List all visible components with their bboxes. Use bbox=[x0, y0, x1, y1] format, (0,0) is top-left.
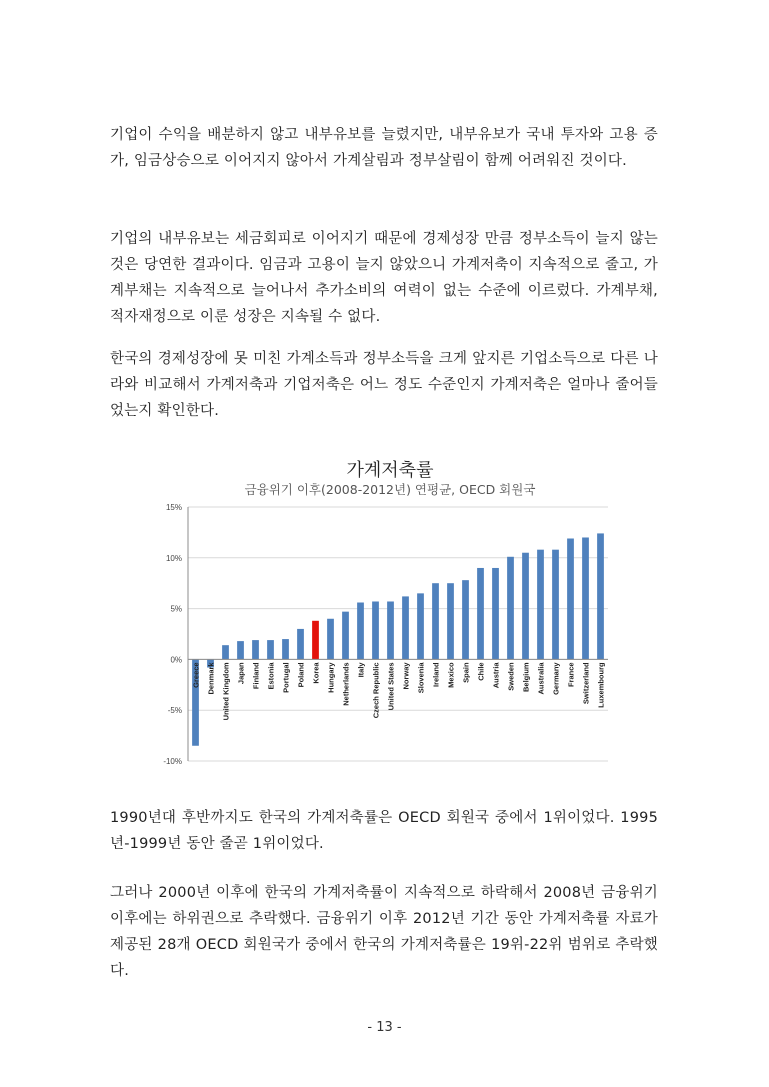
y-tick-label: -5% bbox=[167, 706, 182, 716]
bar-slovenia bbox=[417, 593, 424, 659]
chart-title: 가계저축률 bbox=[346, 460, 434, 481]
category-label: Netherlands bbox=[341, 662, 351, 706]
category-label: Norway bbox=[401, 662, 411, 690]
bar-netherlands bbox=[342, 612, 349, 660]
y-tick-label: 10% bbox=[165, 553, 182, 563]
bar-norway bbox=[402, 596, 409, 659]
y-tick-label: -10% bbox=[163, 757, 182, 766]
category-label: Spain bbox=[461, 662, 471, 683]
bar-japan bbox=[237, 641, 244, 659]
category-label: Hungary bbox=[326, 662, 336, 693]
bar-finland bbox=[252, 640, 259, 659]
category-label: Slovenia bbox=[416, 662, 426, 694]
y-tick-label: 5% bbox=[170, 604, 182, 614]
bar-spain bbox=[462, 580, 469, 659]
category-label: Denmark bbox=[206, 662, 216, 695]
category-label: United States bbox=[386, 662, 396, 711]
bar-luxembourg bbox=[597, 533, 604, 659]
paragraph-4: 1990년대 후반까지도 한국의 가계저축률은 OECD 회원국 중에서 1위이었다. 1995년-1999년 동안 줄곧 1위이었다. bbox=[110, 810, 658, 852]
bar-belgium bbox=[522, 553, 529, 660]
category-label: Austria bbox=[491, 662, 501, 689]
bar-portugal bbox=[282, 639, 289, 659]
y-tick-label: 0% bbox=[170, 655, 182, 665]
paragraph-2: 기업의 내부유보는 세금회피로 이어지기 때문에 경제성장 만큼 정부소득이 늘지 않는 것은 당연한 결과이다. 임금과 고용이 늘지 않았으니 가계저축이 지속적으로 줄고, 가계부채는 지속적으로 늘어나서 추가소비의 여력이 없는 수준에 이르렀다. 가계부채, 적자재정으로 이룬 성장은 지속될 수 없다. bbox=[110, 231, 658, 325]
category-label: United Kingdom bbox=[221, 662, 231, 721]
category-label: Germany bbox=[551, 662, 561, 695]
bar-united-kingdom bbox=[222, 645, 229, 659]
bar-korea bbox=[312, 621, 319, 660]
category-label: Luxembourg bbox=[596, 662, 606, 708]
paragraph-5: 그러나 2000년 이후에 한국의 가계저축률이 지속적으로 하락해서 2008년 금융위기 이후에는 하위권으로 추락했다. 금융위기 이후 2012년 기간 동안 가계저축률 자료가 제공된 28개 OECD 회원국가 중에서 한국의 가계저축률은 19위-22위 범위로 추락했다. bbox=[110, 885, 658, 979]
category-label: Mexico bbox=[446, 662, 456, 688]
category-label: Poland bbox=[296, 662, 306, 688]
category-label: Estonia bbox=[266, 662, 276, 690]
bar-chile bbox=[477, 568, 484, 659]
bar-sweden bbox=[507, 557, 514, 660]
category-label: Italy bbox=[356, 662, 366, 678]
bar-poland bbox=[297, 629, 304, 659]
category-label: Sweden bbox=[506, 662, 516, 691]
chart-subtitle: 금융위기 이후(2008-2012년) 연평균, OECD 회원국 bbox=[244, 482, 536, 497]
bar-ireland bbox=[432, 583, 439, 659]
bar-austria bbox=[492, 568, 499, 659]
category-label: Finland bbox=[251, 662, 261, 690]
bar-switzerland bbox=[582, 537, 589, 659]
paragraph-3: 한국의 경제성장에 못 미친 가계소득과 정부소득을 크게 앞지른 기업소득으로 다른 나라와 비교해서 가계저축과 기업저축은 어느 정도 수준인지 가계저축은 얼마나 줄어들었는지 확인한다. bbox=[110, 351, 658, 419]
bar-france bbox=[567, 538, 574, 659]
bar-italy bbox=[357, 603, 364, 660]
category-label: Belgium bbox=[521, 662, 531, 692]
category-label: Australia bbox=[536, 662, 546, 695]
category-label: France bbox=[566, 662, 576, 688]
y-tick-label: 15% bbox=[165, 503, 182, 512]
bar-hungary bbox=[327, 619, 334, 660]
category-label: Switzerland bbox=[581, 662, 591, 705]
category-label: Portugal bbox=[281, 662, 291, 693]
household-savings-chart bbox=[150, 495, 620, 775]
category-label: Czech Republic bbox=[371, 662, 381, 719]
category-label: Chile bbox=[476, 662, 486, 681]
category-label: Korea bbox=[311, 662, 321, 684]
bar-estonia bbox=[267, 640, 274, 659]
category-label: Ireland bbox=[431, 662, 441, 687]
category-label: Greece bbox=[191, 662, 201, 688]
bar-germany bbox=[552, 550, 559, 660]
bar-united-states bbox=[387, 601, 394, 659]
category-label: Japan bbox=[236, 662, 246, 685]
bar-australia bbox=[537, 550, 544, 660]
bar-mexico bbox=[447, 583, 454, 659]
paragraph-1: 기업이 수익을 배분하지 않고 내부유보를 늘렸지만, 내부유보가 국내 투자와 고용 증가, 임금상승으로 이어지지 않아서 가계살림과 정부살림이 함께 어려워진 것이다. bbox=[110, 127, 658, 169]
page-number: - 13 - bbox=[367, 1020, 402, 1035]
bar-czech-republic bbox=[372, 601, 379, 659]
